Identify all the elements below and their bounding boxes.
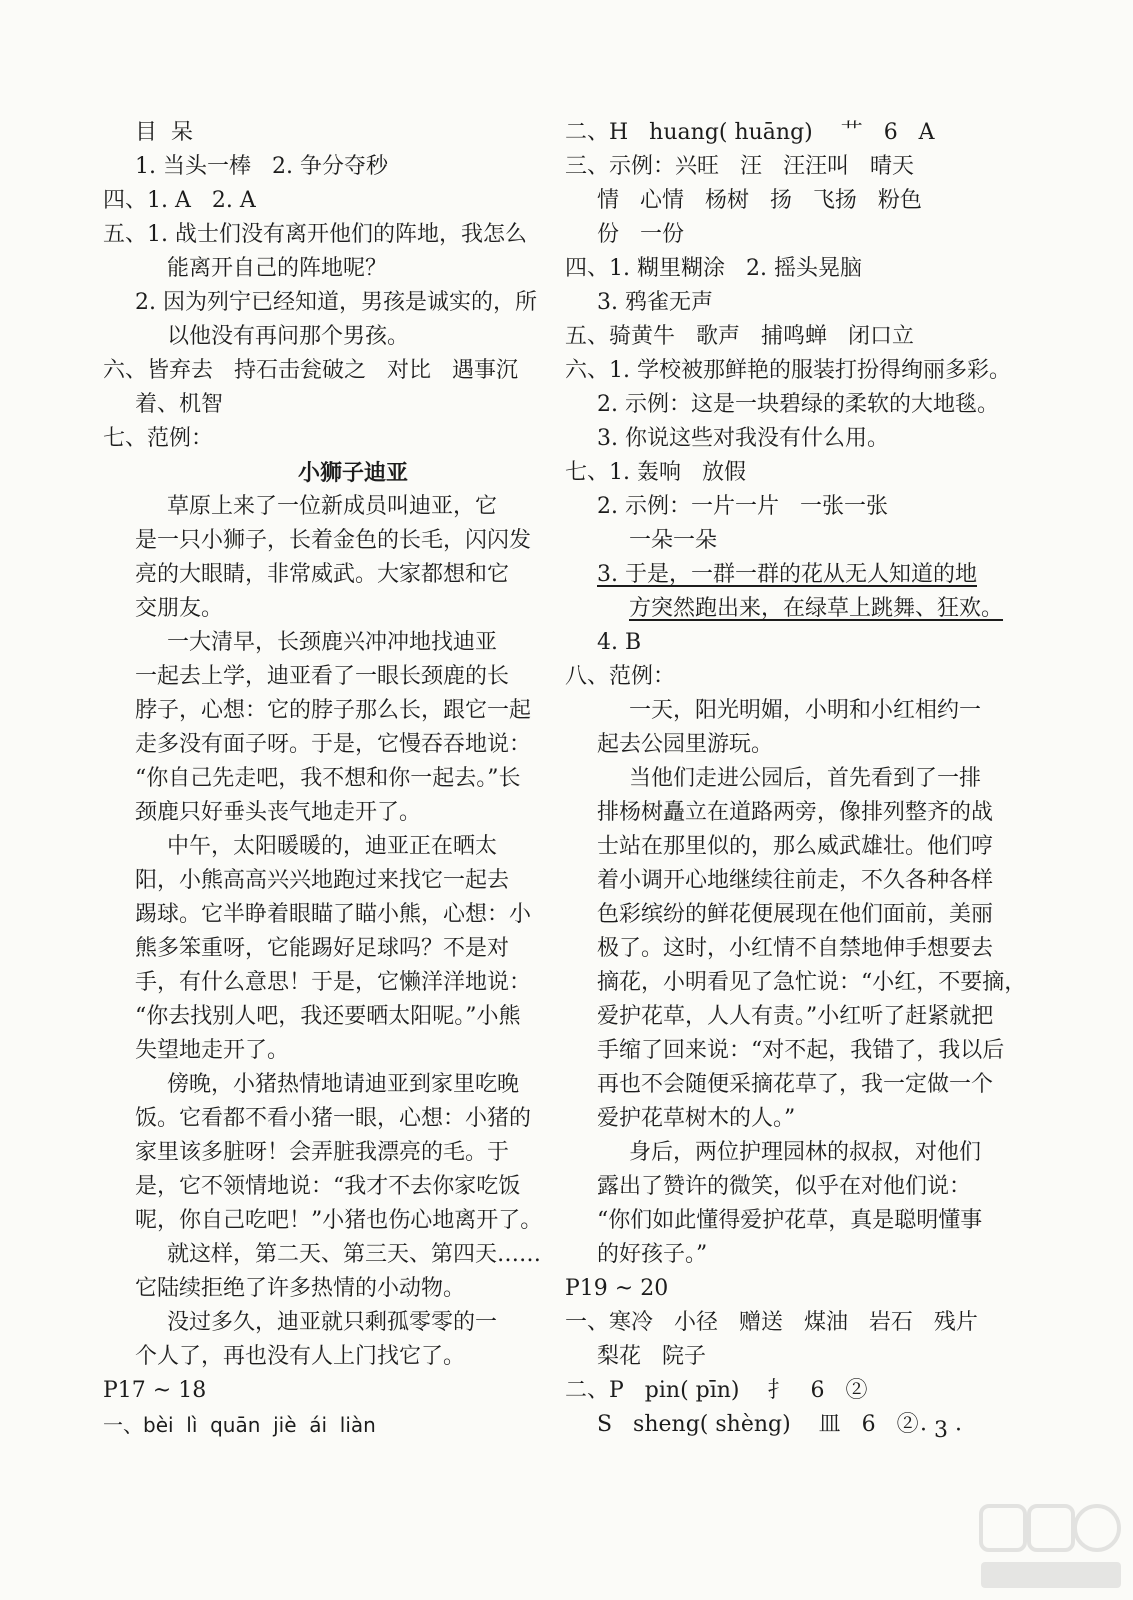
left-column-line: 1. 当头一棒 2. 争分夺秒 [135,154,388,179]
right-column-line: 手缩了回来说：“对不起，我错了，我以后 [597,1038,1005,1063]
left-column-line: 交朋友。 [135,596,224,621]
left-column-line: 2. 因为列宁已经知道，男孩是诚实的，所 [135,290,537,315]
left-column-line: 它陆续拒绝了许多热情的小动物。 [135,1276,466,1301]
left-column-line: 六、皆弃去 持石击瓮破之 对比 遇事沉 [103,358,518,383]
left-column-line: 阳，小熊高高兴兴地跑过来找它一起去 [135,868,510,893]
left-column-line: 饭。它看都不看小猪一眼，心想：小猪的 [135,1106,532,1131]
left-column-line: 个人了，再也没有人上门找它了。 [135,1344,466,1369]
left-column-line: 呢，你自己吃吧！”小猪也伤心地离开了。 [135,1208,543,1233]
right-column-line: 2. 示例：这是一块碧绿的柔软的大地毯。 [597,392,999,417]
right-column-line: 一朵一朵 [629,528,718,553]
watermark-logo [975,1500,1125,1595]
left-column-line: 家里该多脏呀！会弄脏我漂亮的毛。于 [135,1140,510,1165]
left-column-line: 一大清早，长颈鹿兴冲冲地找迪亚 [167,630,498,655]
right-column-line: 排杨树矗立在道路两旁，像排列整齐的战 [597,800,994,825]
left-column-line: 一、bèi lì quān jiè ái liàn [103,1413,376,1437]
left-column-line: 是一只小狮子，长着金色的长毛，闪闪发 [135,528,532,553]
left-column-line: P17 ~ 18 [103,1378,207,1403]
left-column-line: 脖子，心想：它的脖子那么长，跟它一起 [135,698,532,723]
left-column-line: 四、1. A 2. A [103,188,256,213]
left-column-line: 傍晚，小猪热情地请迪亚到家里吃晚 [167,1072,520,1097]
right-column-line: 方突然跑出来，在绿草上跳舞、狂欢。 [629,596,1004,621]
left-column-line: 能离开自己的阵地呢？ [167,256,388,281]
right-column-line: 色彩缤纷的鲜花便展现在他们面前，美丽 [597,902,994,927]
right-column-line: 的好孩子。” [597,1242,708,1267]
left-column-line: 以他没有再问那个男孩。 [167,324,410,349]
right-column-line: 4. B [597,630,642,655]
right-column-line: 极了。这时，小红情不自禁地伸手想要去 [597,936,994,961]
right-column [565,116,1025,1442]
left-column-line: 中午，太阳暖暖的，迪亚正在晒太 [167,834,498,859]
right-column-line: S sheng( shèng) 皿 6 ② [597,1412,919,1437]
right-column-line: 3. 你说这些对我没有什么用。 [597,426,889,451]
right-column-line: P19 ~ 20 [565,1276,669,1301]
right-column-line: 二、H huang( huāng) 艹 6 A [565,120,935,145]
left-column-line: 着、机智 [135,392,224,417]
left-column-line: 手，有什么意思！于是，它懒洋洋地说： [135,970,532,995]
right-column-line: 起去公园里游玩。 [597,732,774,757]
right-column-line: 士站在那里似的，那么威武雄壮。他们哼 [597,834,994,859]
right-column-line: 露出了赞许的微笑，似乎在对他们说： [597,1174,972,1199]
left-column-line: 一起去上学，迪亚看了一眼长颈鹿的长 [135,664,510,689]
left-column-line: 目 呆 [135,120,193,145]
right-column-line: 2. 示例：一片一片 一张一张 [597,494,888,519]
right-column-line: 份 一份 [597,222,684,247]
right-column-line: 八、范例： [565,664,676,689]
left-column-line: 五、1. 战士们没有离开他们的阵地，我怎么 [103,222,527,247]
page-number: · 3 · [920,1418,962,1443]
right-column-line: 四、1. 糊里糊涂 2. 摇头晃脑 [565,256,862,281]
right-column-line: 爱护花草树木的人。” [597,1106,796,1131]
right-column-line: 情 心情 杨树 扬 飞扬 粉色 [597,188,922,213]
right-column-line: “你们如此懂得爱护花草，真是聪明懂事 [597,1208,983,1233]
left-column-line: 失望地走开了。 [135,1038,290,1063]
right-column-line: 七、1. 轰响 放假 [565,460,746,485]
right-column-line: 着小调开心地继续往前走，不久各种各样 [597,868,994,893]
left-column-line: 走多没有面子呀。于是，它慢吞吞地说： [135,732,532,757]
left-column-line: 颈鹿只好垂头丧气地走开了。 [135,800,422,825]
left-column-line: 熊多笨重呀，它能踢好足球吗？不是对 [135,936,510,961]
left-column-line: 小狮子迪亚 [297,460,408,486]
right-column-line: 五、骑黄牛 歌声 捕鸣蝉 闭口立 [565,324,914,349]
left-column-line: 七、范例： [103,426,214,451]
right-column-line: 3. 于是，一群一群的花从无人知道的地 [597,562,977,587]
left-column-line: “你自己先走吧，我不想和你一起去。”长 [135,766,521,791]
left-column-line: 草原上来了一位新成员叫迪亚，它 [167,494,498,519]
right-column-line: 一天，阳光明媚，小明和小红相约一 [629,698,982,723]
left-column-line: 没过多久，迪亚就只剩孤零零的一 [167,1310,498,1335]
left-column-line: “你去找别人吧，我还要晒太阳呢。”小熊 [135,1004,521,1029]
left-column-line: 就这样，第二天、第三天、第四天…… [167,1242,542,1267]
right-column-line: 3. 鸦雀无声 [597,290,713,315]
right-column-line: 爱护花草，人人有责。”小红听了赶紧就把 [597,1004,994,1029]
right-column-line: 梨花 院子 [597,1344,706,1369]
right-column-line: 再也不会随便采摘花草了，我一定做一个 [597,1072,994,1097]
right-column-line: 摘花，小明看见了急忙说：“小红，不要摘， [597,970,1027,995]
left-column-line: 是，它不领情地说：“我才不去你家吃饭 [135,1174,521,1199]
left-column-line: 亮的大眼睛，非常威武。大家都想和它 [135,562,510,587]
right-column-line: 当他们走进公园后，首先看到了一排 [629,766,982,791]
left-column-line: 踢球。它半睁着眼瞄了瞄小熊，心想：小 [135,902,532,927]
right-column-line: 一、寒冷 小径 赠送 煤油 岩石 残片 [565,1310,978,1335]
right-column-line: 身后，两位护理园林的叔叔，对他们 [629,1140,982,1165]
right-column-line: 二、P pin( pīn) 扌 6 ② [565,1378,868,1403]
right-column-line: 六、1. 学校被那鲜艳的服装打扮得绚丽多彩。 [565,358,1011,383]
left-column [103,116,563,1442]
right-column-line: 三、示例：兴旺 汪 汪汪叫 晴天 [565,154,914,179]
